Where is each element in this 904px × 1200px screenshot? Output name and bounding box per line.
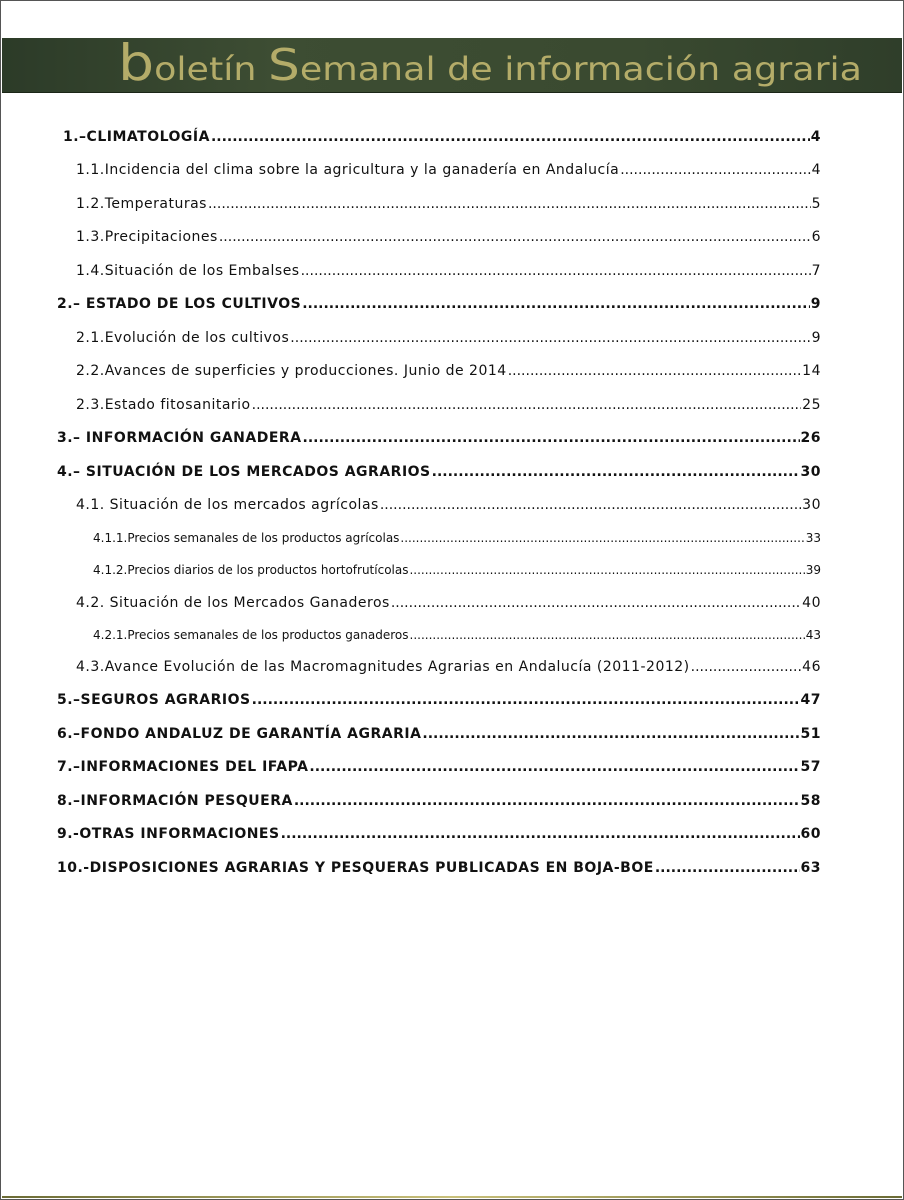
toc-entry[interactable]: [93, 563, 821, 577]
toc-leader: [219, 229, 811, 245]
toc-page: 25: [802, 397, 821, 413]
toc-label: 2.– ESTADO DE LOS CULTIVOS: [57, 296, 302, 312]
toc-label: 1.–CLIMATOLOGÍA: [63, 129, 210, 145]
toc-page: 60: [800, 826, 821, 842]
svg-text:boletín Semanal de información: [118, 38, 862, 92]
toc-entry[interactable]: [76, 229, 821, 245]
toc-leader: [655, 860, 800, 876]
toc-leader: [301, 263, 811, 279]
toc-leader: [422, 726, 799, 742]
toc-page: 46: [802, 659, 821, 675]
toc-page: 14: [802, 363, 821, 379]
toc-leader: [294, 793, 800, 809]
toc-leader: [691, 659, 802, 675]
toc-page: 7: [811, 263, 821, 279]
toc-leader: [508, 363, 801, 379]
toc-leader: [432, 464, 800, 480]
toc-label: 4.1. Situación de los mercados agrícolas: [76, 497, 379, 513]
toc-label: 4.1.1.Precios semanales de los productos agrícolas: [93, 531, 400, 545]
toc-leader: [391, 595, 801, 611]
toc-label: 1.1.Incidencia del clima sobre la agricultura y la ganadería en Andalucía: [76, 162, 620, 178]
toc-entry[interactable]: [76, 363, 821, 379]
toc-leader: [410, 628, 805, 642]
toc-page: 33: [805, 531, 821, 545]
toc-label: 4.2. Situación de los Mercados Ganaderos: [76, 595, 390, 611]
toc-page: 51: [800, 726, 821, 742]
toc-page: 6: [811, 229, 821, 245]
toc-entry[interactable]: [57, 759, 821, 775]
toc-entry[interactable]: [57, 793, 821, 809]
toc-entry[interactable]: [63, 129, 821, 145]
toc-entry[interactable]: [57, 430, 821, 446]
toc-page: 4: [810, 129, 821, 145]
toc-label: 2.2.Avances de superficies y producciones. Junio de 2014: [76, 363, 507, 379]
toc-entry[interactable]: [57, 692, 821, 708]
toc-entry[interactable]: [76, 397, 821, 413]
toc-leader: [252, 397, 802, 413]
toc-entry[interactable]: [76, 196, 821, 212]
title-initial-b: b: [118, 38, 150, 92]
toc-entry[interactable]: [93, 628, 821, 642]
toc-label: 1.2.Temperaturas: [76, 196, 207, 212]
toc-label: 5.–SEGUROS AGRARIOS: [57, 692, 251, 708]
banner-title: [2, 38, 902, 92]
toc-page: 58: [800, 793, 821, 809]
toc-leader: [409, 563, 804, 577]
toc-label: 9.-OTRAS INFORMACIONES: [57, 826, 280, 842]
toc-label: 4.– SITUACIÓN DE LOS MERCADOS AGRARIOS: [57, 464, 431, 480]
toc-label: 2.3.Estado fitosanitario: [76, 397, 251, 413]
toc-entry[interactable]: [76, 659, 821, 675]
toc-entry[interactable]: [57, 296, 821, 312]
toc-entry[interactable]: [57, 726, 821, 742]
toc-label: 8.–INFORMACIÓN PESQUERA: [57, 793, 293, 809]
toc-page: 40: [802, 595, 821, 611]
toc-page: 63: [800, 860, 821, 876]
toc-label: 4.3.Avance Evolución de las Macromagnitudes Agrarias en Andalucía (2011-2012): [76, 659, 690, 675]
title-part-1: oletín: [154, 50, 255, 88]
toc-leader: [380, 497, 801, 513]
toc-page: 39: [805, 563, 821, 577]
toc-label: 1.3.Precipitaciones: [76, 229, 218, 245]
toc-page: 26: [800, 430, 821, 446]
toc-entry[interactable]: [76, 162, 821, 178]
toc-entry[interactable]: [57, 826, 821, 842]
toc-leader: [302, 296, 810, 312]
toc-leader: [252, 692, 800, 708]
toc-entry[interactable]: [57, 860, 821, 876]
toc-leader: [400, 531, 804, 545]
toc-entry[interactable]: [93, 531, 821, 545]
toc-label: 10.-DISPOSICIONES AGRARIAS Y PESQUERAS PUBLICADAS EN BOJA-BOE: [57, 860, 654, 876]
toc-label: 4.2.1.Precios semanales de los productos ganaderos: [93, 628, 409, 642]
toc-leader: [303, 430, 800, 446]
toc-leader: [281, 826, 800, 842]
toc-page: 4: [811, 162, 821, 178]
toc-page: 57: [800, 759, 821, 775]
toc-label: 2.1.Evolución de los cultivos: [76, 330, 290, 346]
toc-leader: [290, 330, 810, 346]
title-initial-s: S: [268, 40, 296, 91]
toc-label: 1.4.Situación de los Embalses: [76, 263, 300, 279]
toc-entry[interactable]: [76, 330, 821, 346]
toc-page: 47: [800, 692, 821, 708]
toc-leader: [208, 196, 811, 212]
toc-label: 3.– INFORMACIÓN GANADERA: [57, 430, 302, 446]
toc-page: 9: [810, 296, 821, 312]
toc-entry[interactable]: [76, 263, 821, 279]
header-banner: [2, 38, 902, 93]
toc-label: 4.1.2.Precios diarios de los productos hortofrutícolas: [93, 563, 409, 577]
toc-leader: [211, 129, 810, 145]
toc-entry[interactable]: [76, 497, 821, 513]
toc-label: 6.–FONDO ANDALUZ DE GARANTÍA AGRARIA: [57, 726, 422, 742]
toc-leader: [620, 162, 810, 178]
toc-leader: [309, 759, 799, 775]
toc-page: 9: [811, 330, 821, 346]
toc-page: 30: [800, 464, 821, 480]
toc-entry[interactable]: [76, 595, 821, 611]
toc-page: 43: [805, 628, 821, 642]
toc-page: 5: [811, 196, 821, 212]
title-part-2: emanal de información agraria: [299, 50, 794, 88]
toc-entry[interactable]: [57, 464, 821, 480]
bottom-rule: [2, 1196, 902, 1198]
toc-label: 7.–INFORMACIONES DEL IFAPA: [57, 759, 309, 775]
toc-page: 30: [802, 497, 821, 513]
